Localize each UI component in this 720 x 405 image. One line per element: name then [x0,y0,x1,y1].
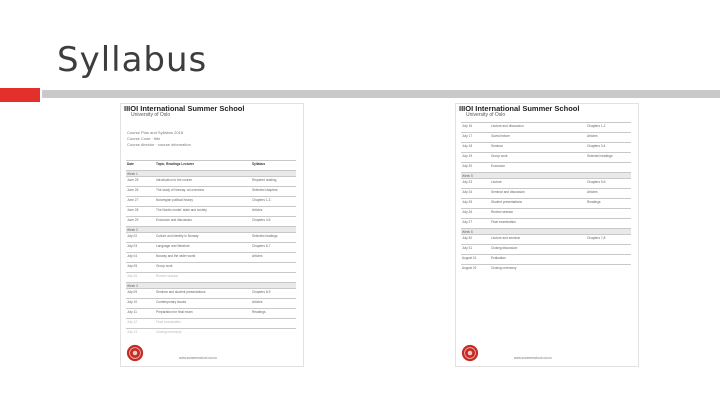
table-cell: Review session [156,274,179,278]
table-cell: Final examination [491,220,516,224]
university-seal-icon [461,344,479,362]
table-cell: June 28 [127,208,139,212]
table-row [126,328,296,338]
table-cell: July 09 [127,290,138,294]
syllabus-page-2 [455,103,639,367]
university-seal-icon [126,344,144,362]
table-row [461,142,631,152]
table-row [461,178,631,188]
table-cell: Articles [252,300,263,304]
table-cell: Lecture [491,180,502,184]
table-cell: Seminar and student presentations [156,290,206,294]
table-cell: Week 3 [127,284,138,288]
table-cell: Closing ceremony [491,266,517,270]
table-cell: Contemporary issues [156,300,187,304]
table-cell: Syllabus [252,162,266,166]
table-cell: August 01 [462,256,477,260]
table-cell: Student presentations [491,200,523,204]
table-cell: July 02 [127,234,138,238]
table-cell: Chapters 1-2 [587,124,606,128]
table-cell: June 25 [127,178,139,182]
table-cell: Norway and the wider world [156,254,196,258]
table-cell: July 20 [462,164,473,168]
table-row [126,262,296,272]
table-cell: Date [127,162,134,166]
table-cell: July 06 [127,274,138,278]
table-cell: Chapters 7-8 [587,236,606,240]
table-cell: Articles [587,134,598,138]
table-row [126,232,296,242]
table-cell: Language and literature [156,244,190,248]
table-row [461,244,631,254]
table-cell: Norwegian political history [156,198,194,202]
table-cell: Chapters 8-9 [252,290,271,294]
table-cell: Readings [587,200,601,204]
table-cell: June 26 [127,188,139,192]
table-cell: July 11 [127,310,137,314]
table-cell: Articles [587,190,598,194]
table-cell: Chapters 4-5 [252,218,271,222]
table-cell: July 05 [127,264,138,268]
table-row [126,288,296,298]
table-row [461,208,631,218]
table-cell: Closing discussion [491,246,518,250]
table-row [126,186,296,196]
page-subheader: University of Oslo [131,112,171,118]
accent-bar-red [0,88,40,102]
table-cell: August 02 [462,266,477,270]
table-row [126,272,296,282]
table-cell: July 13 [127,330,138,334]
table-cell: Selected readings [587,154,613,158]
table-cell: Week 2 [127,228,138,232]
page-footer: www.summerschool.uio.no [179,356,217,360]
table-cell: Selected readings [252,234,278,238]
table-cell: Group work [491,154,508,158]
table-cell: Selected chapters [252,188,278,192]
table-cell: Week 6 [462,230,473,234]
table-cell: Guest lecture [491,134,510,138]
table-row [126,196,296,206]
schedule-table [461,122,631,274]
table-cell: Lecture and discussion [491,124,524,128]
table-row [461,218,631,228]
table-cell: July 30 [462,236,473,240]
table-row [461,152,631,162]
table-cell: June 29 [127,218,139,222]
table-cell: July 24 [462,190,473,194]
table-cell: Culture and identity in Norway [156,234,199,238]
accent-bar-gray [42,90,720,98]
table-cell: Lecture and seminar [491,236,521,240]
table-cell: July 27 [462,220,473,224]
table-cell: June 27 [127,198,139,202]
table-cell: Chapters 3-4 [587,144,606,148]
table-row [461,122,631,132]
page-subheader: University of Oslo [466,112,506,118]
table-cell: Excursion [491,164,505,168]
table-cell: July 25 [462,200,473,204]
table-row [461,234,631,244]
intro-line: Course Plan and Syllabus 2018 [127,130,184,135]
table-row [461,188,631,198]
table-cell: The Nordic model: state and society [156,208,207,212]
table-cell: July 10 [127,300,138,304]
table-row [126,308,296,318]
table-cell: Seminar [491,144,503,148]
table-cell: July 17 [462,134,473,138]
table-cell: July 12 [127,320,138,324]
table-row [461,132,631,142]
page-header: IIIOI International Summer School [124,104,245,113]
page-footer: www.summerschool.uio.no [514,356,552,360]
table-row [126,216,296,226]
table-row [126,242,296,252]
table-cell: July 18 [462,144,473,148]
table-cell: July 04 [127,254,138,258]
table-row [126,176,296,186]
table-cell: July 03 [127,244,138,248]
table-cell: Seminar and discussion [491,190,525,194]
table-row [126,318,296,328]
table-cell: Introduction to the course [156,178,192,182]
table-row [126,298,296,308]
table-row [461,198,631,208]
page-header: IIIOI International Summer School [459,104,580,113]
table-row [126,206,296,216]
table-cell: Chapters 6-7 [252,244,271,248]
table-cell: Preparation for final exam [156,310,193,314]
table-cell: Review session [491,210,514,214]
table-row [461,264,631,274]
table-cell: July 26 [462,210,473,214]
table-row [461,254,631,264]
table-cell: Articles [252,254,263,258]
table-row [461,162,631,172]
schedule-table [126,160,296,338]
table-cell: Chapters 5-6 [587,180,606,184]
table-row [126,252,296,262]
table-cell: July 31 [462,246,473,250]
table-cell: Week 1 [127,172,138,176]
table-cell: Final examination [156,320,181,324]
table-cell: July 19 [462,154,473,158]
table-cell: July 23 [462,180,473,184]
table-cell: Readings [252,310,266,314]
table-row [126,160,296,170]
table-cell: Articles [252,208,263,212]
table-cell: Required reading [252,178,277,182]
table-cell: Topic, Readings Lecturer [156,162,195,166]
intro-line: Course Code · title [127,136,161,141]
table-cell: Excursion and discussion [156,218,192,222]
table-cell: The study of Norway: an overview [156,188,205,192]
table-cell: July 16 [462,124,473,128]
intro-line: Course director · course information [127,142,191,147]
syllabus-page-1 [120,103,304,367]
table-cell: Week 5 [462,174,473,178]
table-cell: Chapters 1-3 [252,198,271,202]
table-cell: Group work [156,264,173,268]
table-cell: Closing ceremony [156,330,182,334]
table-cell: Evaluation [491,256,506,260]
slide-title: Syllabus [57,40,208,80]
